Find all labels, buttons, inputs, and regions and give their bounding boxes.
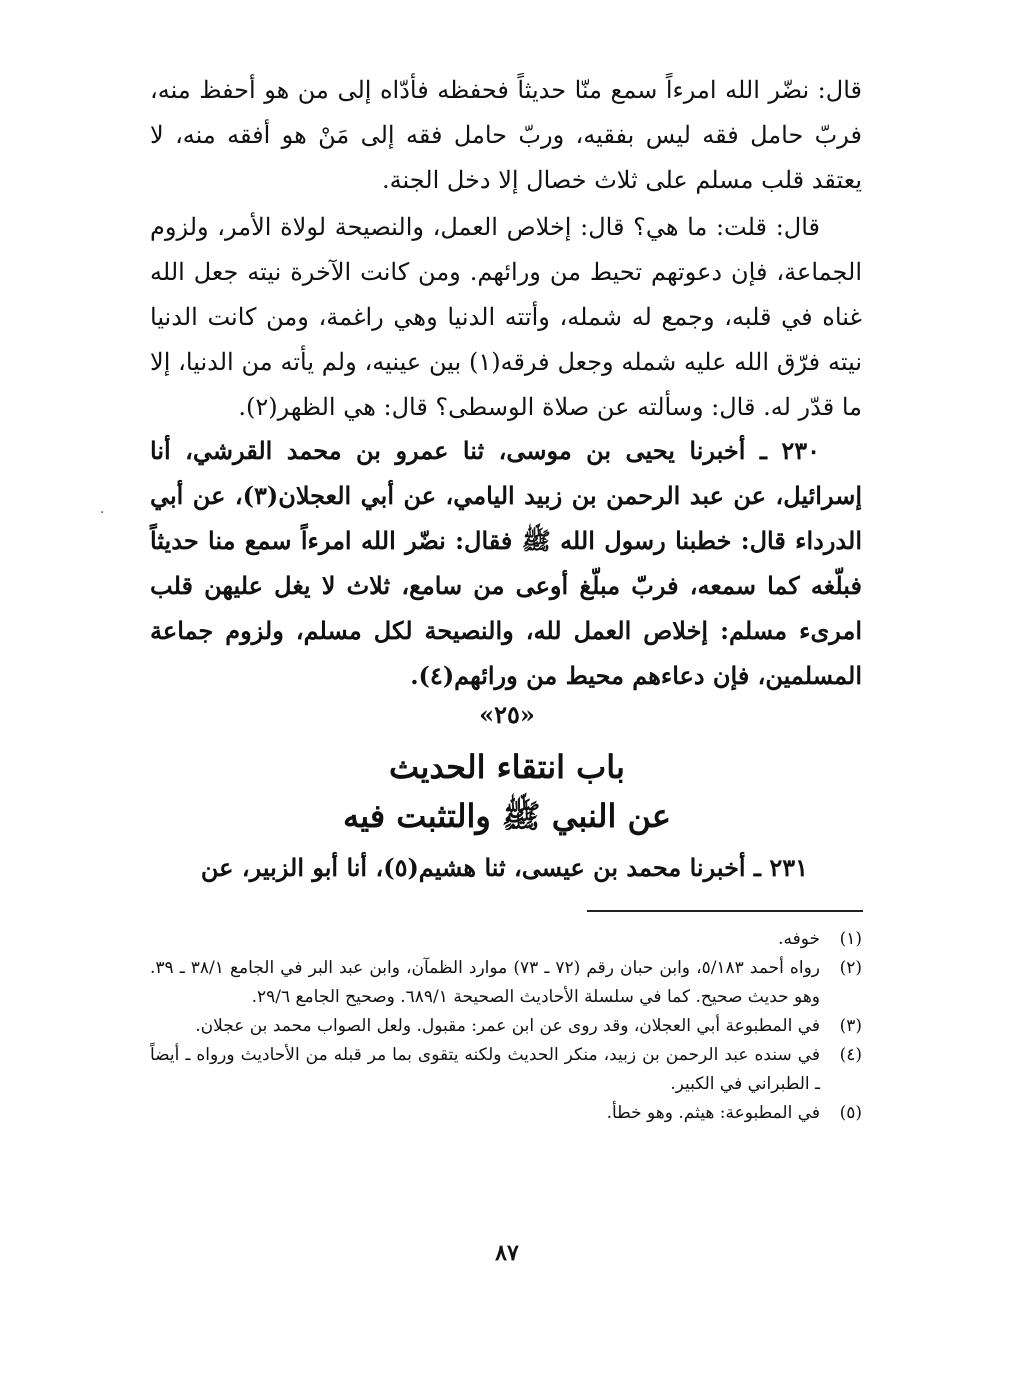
footnote — [150, 954, 862, 1012]
paragraph-text: قال: قلت: ما هي؟ قال: إخلاص العمل، والنصيحة لولاة الأمر، ولزوم الجماعة، فإن دعوتهم تحيط من ورائهم. ومن كانت الآخرة نيته جعل الله غناه في قلبه، وجمع له شمله، وأتته الدنيا وهي راغمة، ومن كانت الدنيا نيته فرّق الله عليه شمله وجعل فرقه(١) بين عينيه، ولم يأته من الدنيا، إلا ما قدّر له. قال: وسألته عن صلاة الوسطى؟ قال: هي الظهر(٢). — [150, 213, 862, 421]
footnote-text: في المطبوعة أبي العجلان، وقد روى عن ابن عمر: مقبول. ولعل الصواب محمد بن عجلان. — [195, 1016, 820, 1036]
footnote-number: (١) — [839, 929, 862, 949]
footnote-number: (٢) — [839, 958, 862, 978]
chapter-title-line-2: عن النبي ﷺ والتثبت فيه — [343, 797, 671, 835]
footnote-text: في المطبوعة: هيثم. وهو خطأ. — [606, 1103, 820, 1123]
paragraph-hadith-230 — [150, 428, 862, 698]
footnote — [150, 1099, 862, 1128]
footnote-text: في سنده عبد الرحمن بن زبيد، منكر الحديث ولكنه يتقوى بما مر قبله من الأحاديث ورواه ـ أيضاً ـ الطبراني في الكبير. — [150, 1045, 820, 1094]
footnote — [150, 925, 862, 954]
paragraph-hadith-continuation — [150, 68, 862, 203]
footnote — [150, 1012, 862, 1041]
paragraph-text: ٢٣٠ ـ أخبرنا يحيى بن موسى، ثنا عمرو بن محمد القرشي، أنا إسرائيل، عن عبد الرحمن بن زبيد اليامي، عن أبي العجلان(٣)، عن أبي الدرداء قال: خطبنا رسول الله ﷺ فقال: نضّر الله امرءاً سمع منا حديثاً فبلّغه كما سمعه، فربّ مبلّغ أوعى من سامع، ثلاث لا يغل عليهن قلب امرىء مسلم: إخلاص العمل لله، والنصيحة لكل مسلم، ولزوم جماعة المسلمين، فإن دعاءهم محيط من ورائهم(٤). — [150, 436, 862, 690]
paragraph-text: قال: نضّر الله امرءاً سمع منّا حديثاً فحفظه فأدّاه إلى من هو أحفظ منه، فربّ حامل فقه ليس بفقيه، وربّ حامل فقه إلى مَنْ هو أفقه منه، لا يعتقد قلب مسلم على ثلاث خصال إلا دخل الجنة. — [150, 76, 862, 194]
paragraph-qala — [150, 205, 862, 430]
footnote-number: (٣) — [839, 1016, 862, 1036]
chapter-title-line-1: باب انتقاء الحديث — [389, 748, 625, 786]
footnote-text: رواه أحمد ٥/١٨٣، وابن حبان رقم (٧٢ ـ ٧٣) موارد الظمآن، وابن عبد البر في الجامع ٣٨/١ ـ ٣٩. وهو حديث صحيح. كما في سلسلة الأحاديث الصحيحة ٦٨٩/١. وصحيح الجامع ٢٩/٦. — [150, 958, 820, 1007]
footnote — [150, 1041, 862, 1099]
footnote-number: (٤) — [839, 1045, 862, 1065]
footnote-divider — [587, 910, 863, 912]
margin-mark: · — [100, 505, 105, 521]
footnote-number: (٥) — [839, 1103, 862, 1123]
footnote-text: خوفه. — [778, 929, 820, 949]
page-number: ٨٧ — [495, 1240, 519, 1266]
paragraph-hadith-231 — [150, 845, 850, 890]
footnotes — [150, 925, 862, 1128]
paragraph-text: ٢٣١ ـ أخبرنا محمد بن عيسى، ثنا هشيم(٥)، أنا أبو الزبير، عن — [200, 853, 808, 882]
chapter-number: «٢٥» — [479, 700, 535, 729]
